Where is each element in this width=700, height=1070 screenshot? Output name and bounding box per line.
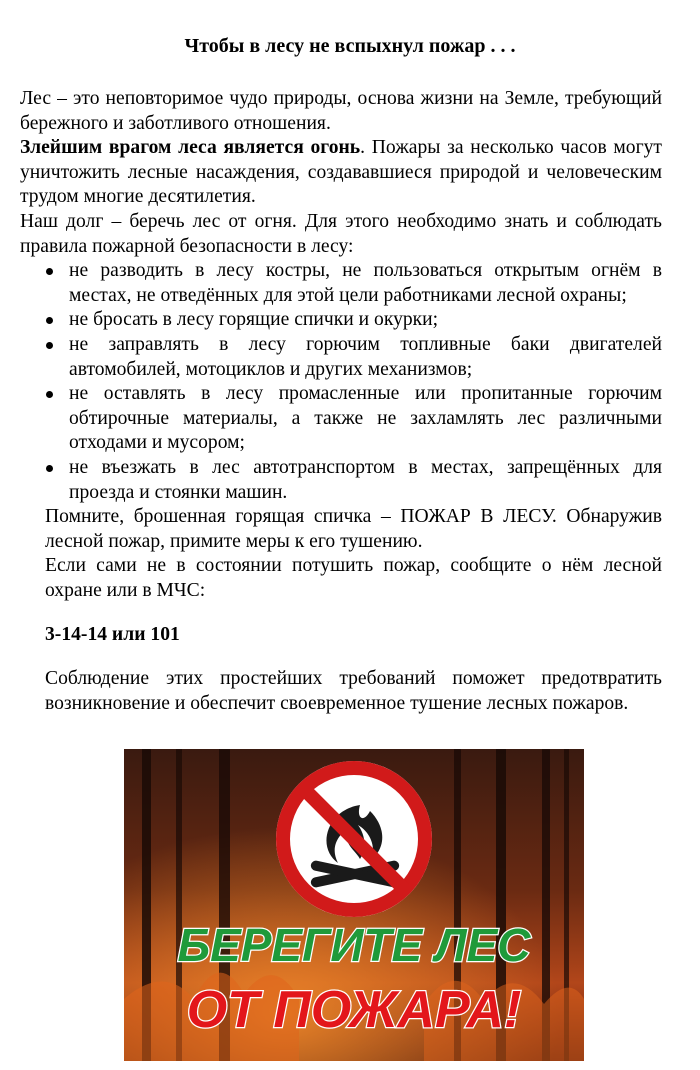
bullet-icon	[46, 268, 53, 275]
duty-paragraph: Наш долг – беречь лес от огня. Для этого необходимо знать и соблюдать правила пожарной безопасности в лесу:	[20, 210, 662, 257]
bullet-icon	[46, 391, 53, 398]
rule-text: не разводить в лесу костры, не пользоваться открытым огнём в местах, не отведённых для этой цели работниками лесной охраны;	[69, 260, 662, 306]
bullet-icon	[46, 465, 53, 472]
enemy-paragraph	[20, 136, 662, 210]
banner-line2: ОТ ПОЖАРА!	[186, 981, 522, 1039]
enemy-rest-text: . Пожары за несколько часов могут уничтожить лесные насаждения, создававшиеся природой и человеческим трудом многие десятилетия.	[20, 137, 662, 208]
enemy-bold-text: Злейшим врагом леса является огонь	[20, 137, 361, 159]
list-item	[20, 308, 662, 333]
banner-line1: БЕРЕГИТЕ ЛЕС	[177, 919, 531, 971]
remember-paragraph: Помните, брошенная горящая спичка – ПОЖАР В ЛЕСУ. Обнаружив лесной пожар, примите меры к его тушению.	[45, 506, 662, 552]
rule-text: не оставлять в лесу промасленные или пропитанные горючим обтирочные материалы, а также не захламлять лес различными отходами и мусором;	[69, 383, 662, 454]
intro-paragraph: Лес – это неповторимое чудо природы, основа жизни на Земле, требующий бережного и заботливого отношения.	[20, 88, 662, 134]
no-campfire-icon	[276, 761, 432, 917]
bullet-icon	[46, 342, 53, 349]
fire-warning-banner	[124, 749, 584, 1061]
report-paragraph: Если сами не в состоянии потушить пожар, сообщите о нём лесной охране или в МЧС:	[45, 555, 662, 601]
list-item	[20, 333, 662, 382]
list-item	[20, 456, 662, 505]
rule-text: не въезжать в лес автотранспортом в местах, запрещённых для проезда и стоянки машин.	[69, 456, 662, 503]
bullet-icon	[46, 317, 53, 324]
rules-list	[20, 259, 662, 505]
closing-paragraph: Соблюдение этих простейших требований поможет предотвратить возникновение и обеспечит своевременное тушение лесных пожаров.	[45, 668, 662, 714]
list-item	[20, 259, 662, 308]
rule-text: не заправлять в лесу горючим топливные баки двигателей автомобилей, мотоциклов и других механизмов;	[69, 333, 662, 380]
page-title: Чтобы в лесу не вспыхнул пожар . . .	[184, 35, 516, 57]
emergency-phone: 3-14-14 или 101	[45, 624, 180, 646]
rule-text: не бросать в лесу горящие спички и окурки;	[69, 309, 439, 331]
list-item	[20, 382, 662, 456]
article-body	[20, 87, 662, 716]
